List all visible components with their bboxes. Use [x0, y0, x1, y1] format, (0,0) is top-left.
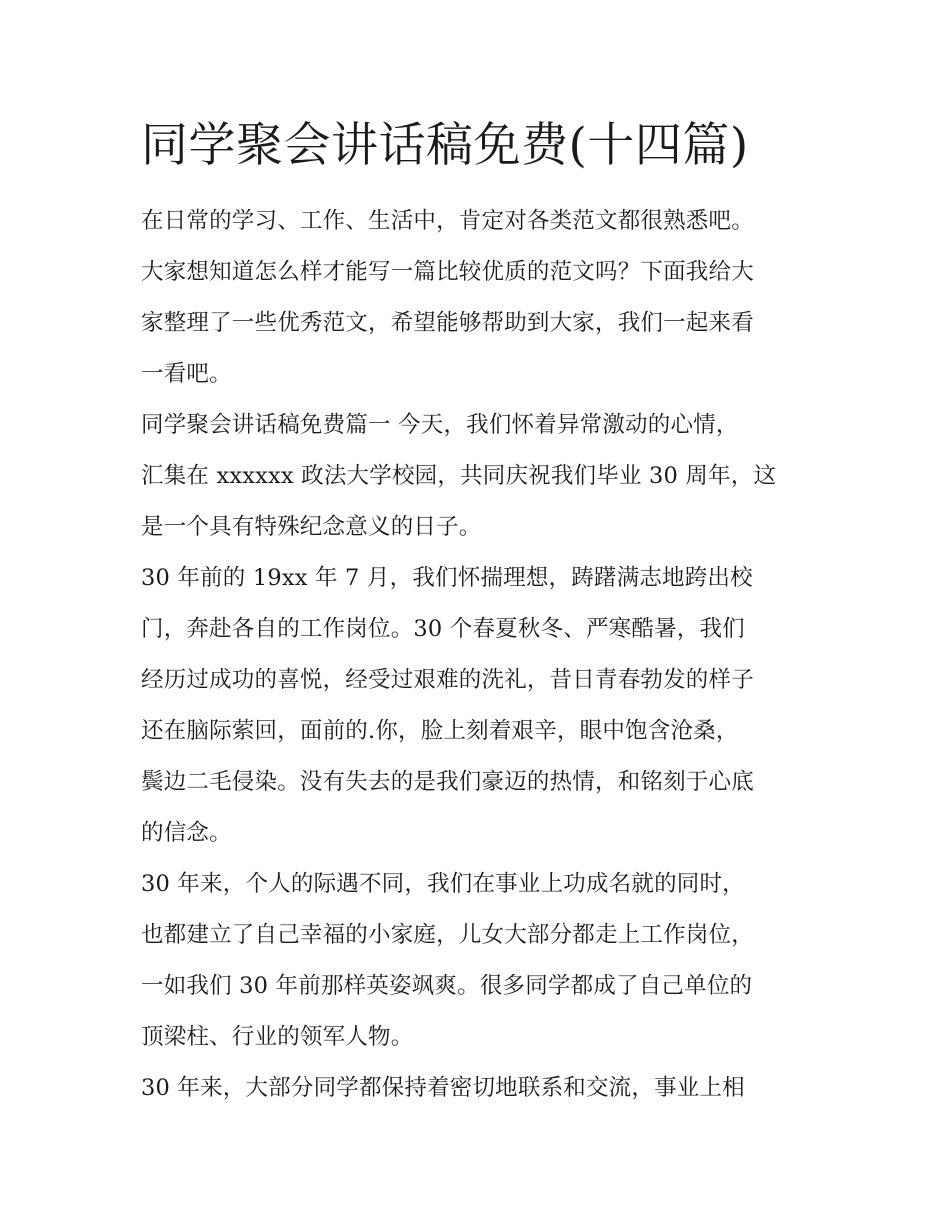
body-line: 是一个具有特殊纪念意义的日子。	[141, 514, 482, 540]
body-line: 顶梁柱、行业的领军人物。	[141, 1024, 414, 1050]
body-line: 30 年来，个人的际遇不同，我们在事业上功成名就的同时，	[141, 871, 745, 897]
body-line: 30 年前的 19xx 年 7 月，我们怀揣理想，踌躇满志地跨出校	[141, 565, 753, 591]
document-body	[141, 196, 831, 1114]
body-line: 30 年来，大部分同学都保持着密切地联系和交流，事业上相	[141, 1075, 745, 1101]
body-line: 一看吧。	[141, 361, 232, 387]
body-line: 在日常的学习、工作、生活中，肯定对各类范文都很熟悉吧。	[141, 208, 754, 234]
body-line: 一如我们 30 年前那样英姿飒爽。很多同学都成了自己单位的	[141, 973, 753, 999]
body-line: 鬓边二毛侵染。没有失去的是我们豪迈的热情，和铭刻于心底	[141, 769, 754, 795]
body-line: 门，奔赴各自的工作岗位。30 个春夏秋冬、严寒酷暑，我们	[141, 616, 745, 642]
body-line: 汇集在 xxxxxx 政法大学校园，共同庆祝我们毕业 30 周年，这	[141, 463, 777, 489]
document-title: 同学聚会讲话稿免费(十四篇)	[141, 118, 749, 173]
body-line: 家整理了一些优秀范文，希望能够帮助到大家，我们一起来看	[141, 310, 754, 336]
body-line: 经历过成功的喜悦，经受过艰难的洗礼，昔日青春勃发的样子	[141, 667, 754, 693]
body-line: 的信念。	[141, 820, 232, 846]
body-line: 同学聚会讲话稿免费篇一 今天，我们怀着异常激动的心情，	[141, 412, 739, 438]
body-line: 还在脑际萦回，面前的.你，脸上刻着艰辛，眼中饱含沧桑，	[141, 718, 739, 744]
body-line: 也都建立了自己幸福的小家庭，儿女大部分都走上工作岗位，	[141, 922, 754, 948]
body-line: 大家想知道怎么样才能写一篇比较优质的范文吗？下面我给大	[141, 259, 754, 285]
